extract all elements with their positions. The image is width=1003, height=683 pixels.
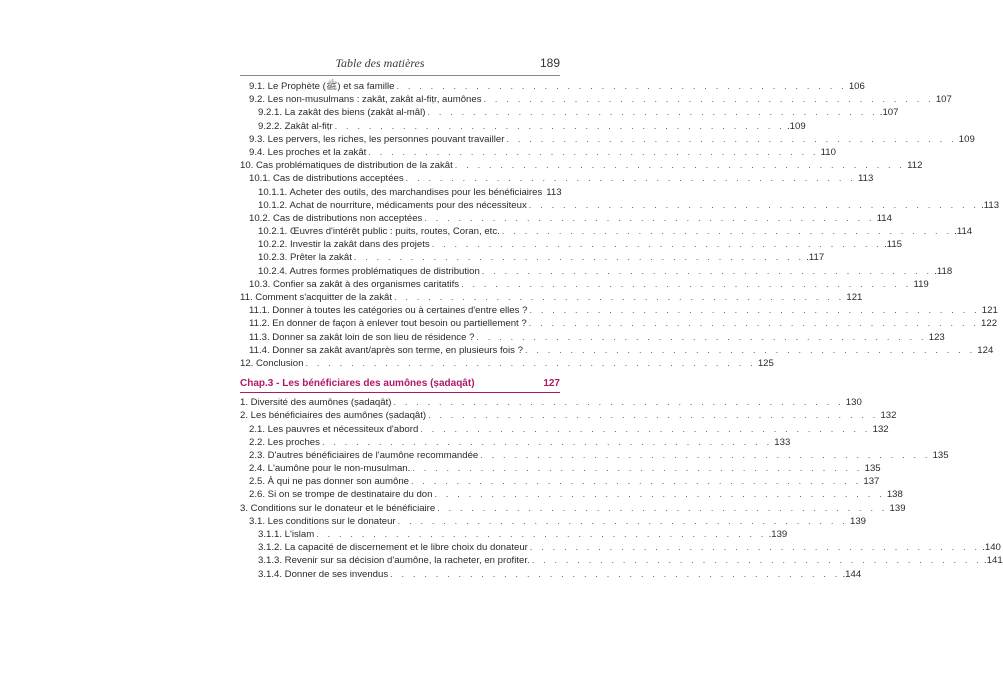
toc-entry[interactable]: [240, 199, 1000, 212]
toc-entry-label: 9.2. Les non-musulmans : zakât, zakât al-fiṭr, aumônes: [249, 94, 482, 106]
dot-leader: . . . . . . . . . . . . . . . . . . . . . . . . . . . . . . . . . . . . . . . .: [316, 529, 767, 539]
toc-entry[interactable]: [240, 462, 881, 475]
dot-leader: . . . . . . . . . . . . . . . . . . . . . . . . . . . . . . . . . . . . . . . .: [524, 344, 976, 355]
toc-entry-label: 10.1.1. Acheter des outils, des marchandises pour les bénéficiaires: [258, 186, 543, 198]
toc-entry-label: 12. Conclusion: [240, 357, 304, 369]
toc-entry-label: 9.1. Le Prophète (ﷺ) et sa famille: [249, 81, 395, 92]
toc-entry[interactable]: [240, 186, 560, 199]
toc-entry-label: 9.2.1. La zakât des biens (zakât al-mâl): [258, 107, 426, 119]
header-title: Table des matières: [335, 56, 425, 70]
toc-entry[interactable]: [240, 278, 929, 291]
toc-entry-label: 2. Les bénéficiaires des aumônes (ṣadaqât): [240, 410, 427, 422]
toc-entry-label: 3.1. Les conditions sur le donateur: [249, 515, 396, 527]
toc-entry[interactable]: [240, 225, 973, 238]
dot-leader: . . . . . . . . . . . . . . . . . . . . . . . . . . . . . . . . . . . . . . . .: [529, 542, 981, 553]
dot-leader: . . . . . . . . . . . . . . . . . . . . . . . . . . . . . . . . . . . . . . . .: [424, 212, 875, 223]
dot-leader: . . . . . . . . . . . . . . . . . . . . . . . . . . . . . . . . . . . . . . . .: [454, 160, 906, 171]
toc-entry[interactable]: [240, 541, 1001, 554]
toc-entry-label: 11.2. En donner de façon à enlever tout besoin ou partiellement ?: [249, 318, 527, 330]
toc-entry-label: 2.3. D'autres bénéficiaires de l'aumône recommandée: [249, 449, 479, 461]
toc-entry-label: 2.2. Les proches: [249, 436, 320, 448]
dot-leader: . . . . . . . . . . . . . . . . . . . . . . . . . . . . . . . . . . . . . . . .: [506, 133, 957, 144]
toc-entry-page: 109: [958, 133, 975, 145]
toc-entry[interactable]: [240, 291, 863, 304]
toc-entry-label: 9.4. Les proches et la zakât: [249, 146, 367, 158]
toc-entry[interactable]: [240, 449, 949, 462]
toc-entry[interactable]: [240, 80, 865, 93]
toc-entry[interactable]: [240, 146, 836, 159]
toc-entry-page: 121: [981, 305, 998, 317]
toc-entry-page: .118: [934, 265, 953, 277]
toc-entry-page: .114: [954, 226, 973, 238]
chapter-heading[interactable]: [240, 374, 560, 393]
toc-entry-page: .117: [806, 252, 825, 264]
toc-entry-page: .107: [879, 107, 899, 119]
toc-entry[interactable]: [240, 528, 788, 541]
dot-leader: . . . . . . . . . . . . . . . . . . . . . . . . . . . . . . . . . . . . . . . .: [420, 423, 871, 434]
toc-entry-page: .140: [982, 542, 1001, 554]
toc-entry-label: 10.2.2. Investir la zakât dans des projets: [258, 239, 430, 251]
toc-entry-label: 10.3. Confier sa zakât à des organismes caritatifs: [249, 278, 460, 290]
toc-entry-page: .109: [787, 120, 806, 132]
toc-entry-page: 121: [846, 292, 863, 303]
dot-leader: . . . . . . . . . . . . . . . . . . . . . . . . . . . . . . . . . . . . . . . .: [396, 81, 847, 91]
toc-entry[interactable]: [240, 554, 1003, 567]
toc-entry-page: .141: [984, 555, 1003, 567]
dot-leader: . . . . . . . . . . . . . . . . . . . . . . . . . . . . . . . . . . . . . . . .: [437, 502, 888, 513]
dot-leader: . . . . . . . . . . . . . . . . . . . . . . . . . . . . . . . . . . . . . . . .: [305, 357, 756, 368]
toc-entry-page: 130: [845, 397, 862, 409]
toc-entry[interactable]: [240, 304, 998, 317]
toc-entry-label: 3. Conditions sur le donateur et le bénéficiaire: [240, 502, 436, 514]
toc-entry[interactable]: [240, 133, 975, 146]
toc-entry-label: 10.2.3. Prêter la zakât: [258, 252, 352, 264]
toc-entry-page: 132: [872, 423, 889, 435]
toc-entry[interactable]: [240, 357, 774, 370]
header-page-number: 189: [539, 56, 560, 70]
toc-entry-page: 114: [876, 212, 892, 224]
toc-entry[interactable]: [240, 106, 899, 119]
dot-leader: . . . . . . . . . . . . . . . . . . . . . . . . . . . . . . . . . . . . . . . .: [334, 120, 785, 131]
toc-entry[interactable]: [240, 120, 806, 133]
toc-entry[interactable]: [240, 436, 791, 449]
toc-section-chapter-3: [240, 396, 1003, 581]
toc-entry[interactable]: [240, 502, 906, 515]
toc-entry[interactable]: [240, 265, 953, 278]
toc-entry-page: 139: [889, 502, 906, 514]
toc-entry-label: 10.1. Cas de distributions acceptées: [249, 173, 404, 185]
toc-entry[interactable]: [240, 409, 897, 422]
toc-entry-page: 123: [928, 331, 945, 343]
toc-entry-page: 119: [913, 278, 929, 290]
dot-leader: . . . . . . . . . . . . . . . . . . . . . . . . . . . . . . . . . . . . . . . .: [394, 292, 845, 302]
toc-entry-page: .113: [981, 199, 1000, 211]
toc-entry-page: .115: [884, 239, 903, 251]
dot-leader: . . . . . . . . . . . . . . . . . . . . . . . . . . . . . . . . . . . . . . . .: [393, 397, 844, 408]
dot-leader: . . . . . . . . . . . . . . . . . . . . . . . . . . . . . . . . . . . . . . . .: [528, 318, 980, 329]
toc-entry[interactable]: [240, 212, 892, 225]
table-of-contents: [240, 80, 1003, 581]
toc-entry[interactable]: [240, 488, 903, 501]
dot-leader: . . . . . . . . . . . . . . . . . . . . . . . . . . . . . . . . . . . . . . . .: [353, 252, 805, 263]
toc-section-chapter-2: [240, 80, 1000, 370]
chapter-page: 127: [543, 377, 560, 389]
toc-entry-page: 112: [907, 160, 923, 172]
toc-entry-page: 139: [850, 515, 867, 527]
dot-leader: . . . . . . . . . . . . . . . . . . . . . . . . . . . . . . . . . . . . . . . .: [483, 94, 934, 105]
dot-leader: . . . . . . . . . . . . . . . . . . . . . . . . . . . . . . . . . . . . . . . .: [427, 107, 878, 118]
dot-leader: . . . . . . . . . . . . . . . . . . . . . . . . . . . . . . . . . . . . . . . .: [412, 463, 863, 474]
toc-entry[interactable]: [240, 568, 862, 581]
toc-entry[interactable]: [240, 475, 880, 488]
toc-entry-label: 11.4. Donner sa zakât avant/après son terme, en plusieurs fois ?: [249, 344, 523, 356]
dot-leader: . . . . . . . . . . . . . . . . . . . . . . . . . . . . . . . . . . . . . . . .: [476, 331, 927, 342]
running-header: [240, 56, 560, 76]
toc-entry[interactable]: [240, 172, 874, 185]
toc-entry-page: 132: [880, 410, 897, 422]
toc-entry-label: 10. Cas problématiques de distribution de la zakât: [240, 160, 453, 172]
toc-entry-page: 137: [863, 476, 880, 488]
toc-entry-label: 11. Comment s'acquitter de la zakât: [240, 292, 393, 303]
toc-entry-page: 122: [981, 318, 998, 330]
toc-entry-page: .139: [768, 529, 788, 540]
toc-entry-page: 110: [820, 146, 836, 158]
toc-entry-label: 11.1. Donner à toutes les catégories ou à certaines d'entre elles ?: [249, 305, 528, 317]
header-rule: [240, 75, 560, 76]
dot-leader: . . . . . . . . . . . . . . . . . . . . . . . . . . . . . . . . . . . . . . . .: [531, 555, 983, 566]
toc-entry[interactable]: [240, 251, 825, 264]
toc-entry[interactable]: [240, 159, 923, 172]
toc-entry[interactable]: [240, 423, 889, 436]
dot-leader: . . . . . . . . . . . . . . . . . . . . . . . . . . . . . . . . . . . . . . . .: [480, 449, 931, 460]
dot-leader: . . . . . . . . . . . . . . . . . . . . . . . . . . . . . . . . . . . . . . . .: [397, 515, 849, 526]
toc-entry-label: 3.1.3. Revenir sur sa décision d'aumône, la racheter, en profiter.: [258, 555, 530, 567]
toc-entry-label: 11.3. Donner sa zakât loin de son lieu de résidence ?: [249, 331, 475, 343]
toc-entry-page: 125: [757, 357, 774, 369]
toc-entry-label: 2.5. À qui ne pas donner son aumône: [249, 476, 410, 488]
toc-entry-label: 2.4. L'aumône pour le non-musulman.: [249, 463, 411, 475]
chapter-title: Chap.3 - Les bénéficiares des aumônes (ṣadaqât): [240, 377, 475, 389]
toc-entry-label: 10.2.4. Autres formes problématiques de distribution: [258, 265, 480, 277]
toc-entry-label: 2.6. Si on se trompe de destinataire du don: [249, 489, 433, 501]
dot-leader: . . . . . . . . . . . . . . . . . . . . . . . . . . . . . . . . . . . . . . . .: [405, 173, 857, 184]
toc-entry-label: 9.3. Les pervers, les riches, les personnes pouvant travailler: [249, 133, 505, 145]
dot-leader: . . . . . . . . . . . . . . . . . . . . . . . . . . . . . . . . . . . . . . . .: [529, 305, 980, 316]
dot-leader: . . . . . . . . . . . . . . . . . . . . . . . . . . . . . . . . . . . . . . . .: [411, 476, 862, 487]
toc-entry[interactable]: [240, 344, 994, 357]
toc-entry-page: 113: [858, 173, 874, 185]
toc-entry-page: 107: [935, 94, 952, 106]
dot-leader: . . . . . . . . . . . . . . . . . . . . . . . . . . . . . . . . . . . . . . . .: [321, 436, 773, 447]
toc-entry-page: 135: [864, 463, 881, 475]
toc-entry-label: 3.1.2. La capacité de discernement et le libre choix du donateur: [258, 542, 528, 554]
toc-entry[interactable]: [240, 317, 998, 330]
toc-entry-label: 1. Diversité des aumônes (ṣadaqât): [240, 397, 392, 409]
dot-leader: . . . . . . . . . . . . . . . . . . . . . . . . . . . . . . . . . . . . . . . .: [528, 199, 980, 210]
toc-entry-label: 3.1.1. L'islam: [258, 529, 315, 540]
toc-entry[interactable]: [240, 331, 945, 344]
toc-entry-label: 10.1.2. Achat de nourriture, médicaments pour des nécessiteux: [258, 199, 527, 211]
toc-entry-page: 106: [848, 81, 865, 92]
dot-leader: . . . . . . . . . . . . . . . . . . . . . . . . . . . . . . . . . . . . . . . .: [461, 278, 912, 289]
toc-entry-label: 10.2.1. Œuvres d'intérêt public : puits, routes, Coran, etc.: [258, 226, 500, 238]
toc-entry-page: .144: [842, 568, 862, 580]
dot-leader: . . . . . . . . . . . . . . . . . . . . . . . . . . . . . . . . . . . . . . . .: [390, 568, 841, 579]
dot-leader: . . . . . . . . . . . . . . . . . . . . . . . . . . . . . . . . . . . . . . . .: [428, 410, 879, 421]
toc-entry-page: 113: [546, 186, 562, 198]
toc-entry[interactable]: [240, 238, 903, 251]
toc-entry-label: 10.2. Cas de distributions non acceptées: [249, 212, 423, 224]
toc-entry-page: 124: [977, 344, 994, 356]
toc-entry-page: 138: [886, 489, 903, 501]
toc-entry[interactable]: [240, 515, 867, 528]
dot-leader: . . . . . . . . . . . . . . . . . . . . . . . . . . . . . . . . . . . . . . . .: [434, 489, 885, 500]
dot-leader: . . . . . . . . . . . . . . . . . . . . . . . . . . . . . . . . . . . . . . . .: [368, 146, 819, 157]
toc-entry-page: 133: [774, 436, 791, 448]
dot-leader: . . . . . . . . . . . . . . . . . . . . . . . . . . . . . . . . . . . . . . . .: [501, 226, 953, 237]
dot-leader: . . . . . . . . . . . . . . . . . . . . . . . . . . . . . . . . . . . . . . . .: [431, 239, 883, 250]
toc-entry-label: 3.1.4. Donner de ses invendus: [258, 568, 389, 580]
dot-leader: . . . . . . . . . . . . . . . . . . . . . . . . . . . . . . . . . . . . . . . .: [481, 265, 933, 276]
toc-entry-page: 135: [932, 449, 949, 461]
toc-entry[interactable]: [240, 396, 862, 409]
toc-entry-label: 9.2.2. Zakât al-fiṭr: [258, 120, 333, 132]
toc-entry-label: 2.1. Les pauvres et nécessiteux d'abord: [249, 423, 419, 435]
toc-entry[interactable]: [240, 93, 952, 106]
